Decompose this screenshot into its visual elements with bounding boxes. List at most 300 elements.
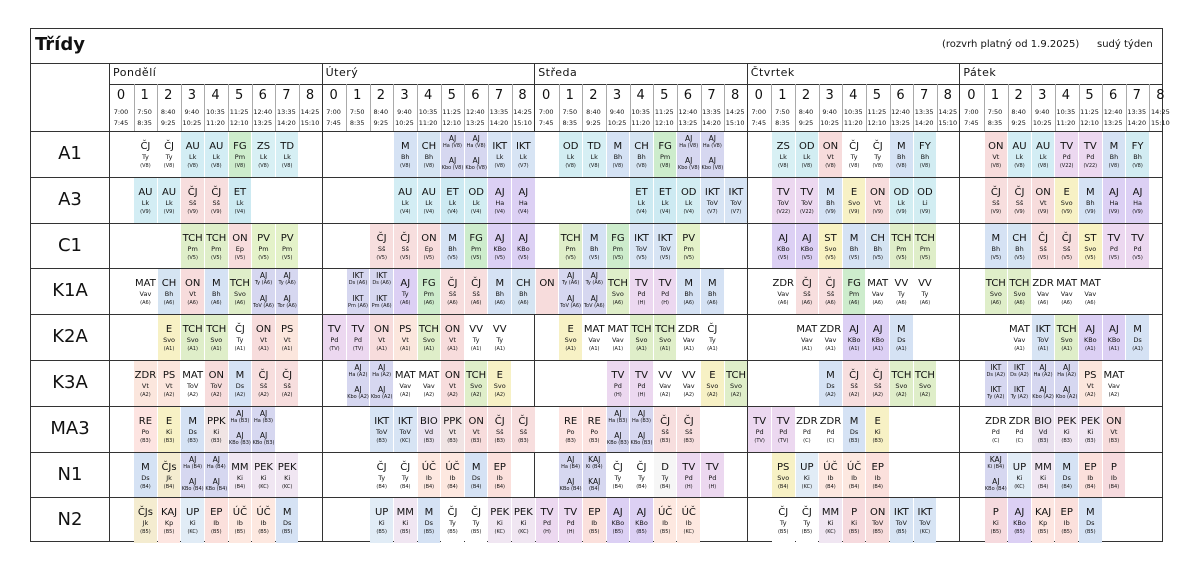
lesson-cell[interactable] [1079, 407, 1102, 452]
lesson-cell[interactable] [158, 361, 181, 406]
lesson-cell[interactable] [465, 315, 488, 360]
lesson-group[interactable] [677, 154, 700, 176]
lesson-cell[interactable] [1079, 178, 1102, 223]
lesson-cell[interactable] [229, 315, 252, 360]
lesson-cell[interactable] [1103, 224, 1126, 269]
lesson-group[interactable] [252, 429, 275, 451]
lesson-cell[interactable] [134, 407, 157, 452]
lesson-cell[interactable] [677, 498, 700, 543]
lesson-cell[interactable] [441, 178, 464, 223]
lesson-group[interactable] [252, 292, 275, 314]
lesson-cell[interactable] [1103, 361, 1126, 406]
lesson-cell[interactable] [205, 269, 228, 314]
lesson-cell[interactable] [985, 407, 1008, 452]
lesson-cell[interactable] [158, 269, 181, 314]
lesson-group[interactable] [630, 407, 653, 429]
lesson-cell[interactable] [418, 224, 441, 269]
lesson-cell[interactable] [559, 224, 582, 269]
lesson-cell[interactable] [418, 361, 441, 406]
lesson-cell[interactable] [819, 132, 842, 177]
lesson-cell[interactable] [914, 132, 937, 177]
lesson-cell[interactable] [418, 269, 441, 314]
lesson-cell[interactable] [488, 178, 511, 223]
lesson-group[interactable] [1008, 361, 1031, 383]
lesson-group[interactable] [559, 453, 582, 475]
lesson-cell[interactable] [677, 224, 700, 269]
lesson-cell[interactable] [158, 407, 181, 452]
lesson-group[interactable] [252, 407, 275, 429]
lesson-cell[interactable] [914, 361, 937, 406]
lesson-cell[interactable] [630, 498, 653, 543]
lesson-cell[interactable] [347, 269, 370, 314]
lesson-cell[interactable] [1008, 315, 1031, 360]
lesson-cell[interactable] [370, 361, 393, 406]
lesson-cell[interactable] [134, 361, 157, 406]
lesson-cell[interactable] [866, 498, 889, 543]
lesson-cell[interactable] [488, 269, 511, 314]
lesson-cell[interactable] [843, 178, 866, 223]
lesson-cell[interactable] [205, 315, 228, 360]
lesson-cell[interactable] [985, 132, 1008, 177]
lesson-cell[interactable] [465, 269, 488, 314]
lesson-cell[interactable] [1008, 453, 1031, 498]
lesson-cell[interactable] [181, 315, 204, 360]
lesson-cell[interactable] [866, 132, 889, 177]
lesson-cell[interactable] [1032, 269, 1055, 314]
lesson-cell[interactable] [819, 407, 842, 452]
lesson-cell[interactable] [276, 132, 299, 177]
lesson-group[interactable] [347, 361, 370, 383]
lesson-cell[interactable] [205, 178, 228, 223]
lesson-cell[interactable] [701, 315, 724, 360]
lesson-group[interactable] [347, 292, 370, 314]
lesson-cell[interactable] [607, 315, 630, 360]
lesson-cell[interactable] [252, 361, 275, 406]
lesson-cell[interactable] [205, 132, 228, 177]
lesson-cell[interactable] [583, 224, 606, 269]
lesson-cell[interactable] [725, 178, 748, 223]
lesson-cell[interactable] [819, 178, 842, 223]
lesson-cell[interactable] [1008, 498, 1031, 543]
lesson-cell[interactable] [772, 453, 795, 498]
lesson-cell[interactable] [583, 269, 606, 314]
lesson-cell[interactable] [654, 269, 677, 314]
lesson-group[interactable] [985, 361, 1008, 383]
lesson-cell[interactable] [985, 361, 1008, 406]
lesson-cell[interactable] [488, 498, 511, 543]
lesson-cell[interactable] [607, 407, 630, 452]
lesson-cell[interactable] [819, 269, 842, 314]
lesson-cell[interactable] [559, 269, 582, 314]
lesson-cell[interactable] [418, 407, 441, 452]
lesson-cell[interactable] [229, 361, 252, 406]
lesson-group[interactable] [205, 453, 228, 475]
lesson-cell[interactable] [1103, 453, 1126, 498]
lesson-cell[interactable] [465, 498, 488, 543]
lesson-cell[interactable] [158, 453, 181, 498]
lesson-cell[interactable] [607, 453, 630, 498]
lesson-cell[interactable] [985, 224, 1008, 269]
lesson-cell[interactable] [158, 498, 181, 543]
lesson-cell[interactable] [866, 453, 889, 498]
lesson-cell[interactable] [441, 498, 464, 543]
lesson-cell[interactable] [441, 361, 464, 406]
lesson-cell[interactable] [252, 498, 275, 543]
lesson-group[interactable] [1055, 383, 1078, 405]
lesson-cell[interactable] [488, 315, 511, 360]
lesson-cell[interactable] [914, 498, 937, 543]
lesson-cell[interactable] [890, 361, 913, 406]
lesson-cell[interactable] [985, 178, 1008, 223]
lesson-cell[interactable] [607, 269, 630, 314]
lesson-cell[interactable] [630, 407, 653, 452]
lesson-group[interactable] [465, 132, 488, 154]
lesson-group[interactable] [370, 269, 393, 291]
lesson-cell[interactable] [1008, 407, 1031, 452]
lesson-cell[interactable] [677, 178, 700, 223]
lesson-cell[interactable] [1032, 407, 1055, 452]
lesson-cell[interactable] [819, 224, 842, 269]
lesson-cell[interactable] [607, 132, 630, 177]
lesson-cell[interactable] [1079, 453, 1102, 498]
lesson-cell[interactable] [134, 498, 157, 543]
lesson-group[interactable] [607, 429, 630, 451]
lesson-cell[interactable] [843, 407, 866, 452]
lesson-cell[interactable] [866, 361, 889, 406]
lesson-cell[interactable] [1055, 132, 1078, 177]
lesson-cell[interactable] [1008, 132, 1031, 177]
lesson-group[interactable] [441, 132, 464, 154]
lesson-cell[interactable] [370, 498, 393, 543]
lesson-cell[interactable] [701, 361, 724, 406]
lesson-group[interactable] [1032, 383, 1055, 405]
lesson-cell[interactable] [559, 453, 582, 498]
lesson-cell[interactable] [1079, 498, 1102, 543]
lesson-cell[interactable] [772, 269, 795, 314]
lesson-cell[interactable] [394, 361, 417, 406]
lesson-cell[interactable] [441, 132, 464, 177]
lesson-cell[interactable] [418, 315, 441, 360]
lesson-cell[interactable] [1032, 224, 1055, 269]
lesson-cell[interactable] [1032, 361, 1055, 406]
lesson-cell[interactable] [134, 178, 157, 223]
lesson-cell[interactable] [1055, 407, 1078, 452]
lesson-cell[interactable] [654, 453, 677, 498]
lesson-cell[interactable] [583, 315, 606, 360]
lesson-cell[interactable] [890, 315, 913, 360]
lesson-cell[interactable] [181, 178, 204, 223]
lesson-cell[interactable] [843, 224, 866, 269]
lesson-cell[interactable] [1126, 178, 1149, 223]
lesson-cell[interactable] [796, 315, 819, 360]
lesson-cell[interactable] [1008, 361, 1031, 406]
lesson-cell[interactable] [181, 269, 204, 314]
lesson-cell[interactable] [181, 407, 204, 452]
lesson-cell[interactable] [394, 315, 417, 360]
lesson-group[interactable] [1032, 361, 1055, 383]
lesson-cell[interactable] [630, 453, 653, 498]
lesson-cell[interactable] [512, 269, 535, 314]
lesson-cell[interactable] [536, 498, 559, 543]
lesson-cell[interactable] [229, 178, 252, 223]
lesson-cell[interactable] [985, 269, 1008, 314]
lesson-cell[interactable] [630, 178, 653, 223]
lesson-cell[interactable] [1008, 224, 1031, 269]
lesson-group[interactable] [181, 453, 204, 475]
lesson-cell[interactable] [583, 453, 606, 498]
lesson-cell[interactable] [229, 132, 252, 177]
lesson-cell[interactable] [654, 224, 677, 269]
lesson-cell[interactable] [654, 407, 677, 452]
lesson-cell[interactable] [985, 498, 1008, 543]
lesson-cell[interactable] [347, 361, 370, 406]
lesson-cell[interactable] [866, 407, 889, 452]
lesson-cell[interactable] [701, 132, 724, 177]
lesson-group[interactable] [630, 429, 653, 451]
lesson-group[interactable] [229, 429, 252, 451]
lesson-cell[interactable] [370, 269, 393, 314]
lesson-cell[interactable] [583, 407, 606, 452]
lesson-cell[interactable] [677, 361, 700, 406]
lesson-cell[interactable] [1055, 269, 1078, 314]
lesson-cell[interactable] [252, 132, 275, 177]
lesson-cell[interactable] [512, 407, 535, 452]
lesson-cell[interactable] [488, 361, 511, 406]
lesson-cell[interactable] [819, 498, 842, 543]
lesson-cell[interactable] [229, 269, 252, 314]
lesson-cell[interactable] [701, 269, 724, 314]
lesson-group[interactable] [205, 475, 228, 497]
lesson-cell[interactable] [630, 315, 653, 360]
lesson-cell[interactable] [1008, 178, 1031, 223]
lesson-cell[interactable] [252, 315, 275, 360]
lesson-cell[interactable] [583, 132, 606, 177]
lesson-cell[interactable] [866, 269, 889, 314]
lesson-cell[interactable] [465, 224, 488, 269]
lesson-cell[interactable] [866, 224, 889, 269]
lesson-group[interactable] [559, 292, 582, 314]
lesson-cell[interactable] [890, 498, 913, 543]
lesson-cell[interactable] [205, 224, 228, 269]
lesson-cell[interactable] [488, 224, 511, 269]
lesson-cell[interactable] [890, 178, 913, 223]
lesson-cell[interactable] [276, 453, 299, 498]
lesson-cell[interactable] [418, 132, 441, 177]
lesson-group[interactable] [370, 383, 393, 405]
lesson-cell[interactable] [819, 361, 842, 406]
lesson-group[interactable] [276, 292, 299, 314]
lesson-cell[interactable] [1103, 407, 1126, 452]
lesson-group[interactable] [677, 132, 700, 154]
lesson-cell[interactable] [772, 132, 795, 177]
lesson-cell[interactable] [181, 361, 204, 406]
lesson-cell[interactable] [559, 315, 582, 360]
lesson-cell[interactable] [630, 269, 653, 314]
lesson-cell[interactable] [1032, 315, 1055, 360]
lesson-cell[interactable] [229, 407, 252, 452]
lesson-cell[interactable] [1103, 315, 1126, 360]
lesson-cell[interactable] [394, 453, 417, 498]
lesson-cell[interactable] [914, 269, 937, 314]
lesson-cell[interactable] [276, 498, 299, 543]
lesson-cell[interactable] [843, 498, 866, 543]
lesson-cell[interactable] [158, 132, 181, 177]
lesson-cell[interactable] [441, 224, 464, 269]
lesson-cell[interactable] [1032, 453, 1055, 498]
lesson-cell[interactable] [205, 453, 228, 498]
lesson-cell[interactable] [1055, 361, 1078, 406]
lesson-cell[interactable] [654, 132, 677, 177]
lesson-group[interactable] [985, 475, 1008, 497]
lesson-cell[interactable] [654, 178, 677, 223]
lesson-cell[interactable] [276, 269, 299, 314]
lesson-cell[interactable] [819, 315, 842, 360]
lesson-cell[interactable] [725, 361, 748, 406]
lesson-cell[interactable] [158, 178, 181, 223]
lesson-cell[interactable] [772, 498, 795, 543]
lesson-cell[interactable] [205, 407, 228, 452]
lesson-cell[interactable] [1055, 178, 1078, 223]
lesson-cell[interactable] [772, 407, 795, 452]
lesson-cell[interactable] [1079, 132, 1102, 177]
lesson-cell[interactable] [488, 453, 511, 498]
lesson-cell[interactable] [252, 453, 275, 498]
lesson-cell[interactable] [418, 178, 441, 223]
lesson-group[interactable] [252, 269, 275, 291]
lesson-cell[interactable] [677, 269, 700, 314]
lesson-cell[interactable] [370, 453, 393, 498]
lesson-cell[interactable] [630, 224, 653, 269]
lesson-cell[interactable] [134, 453, 157, 498]
lesson-cell[interactable] [677, 315, 700, 360]
lesson-cell[interactable] [205, 361, 228, 406]
lesson-cell[interactable] [418, 498, 441, 543]
lesson-cell[interactable] [181, 453, 204, 498]
lesson-cell[interactable] [607, 361, 630, 406]
lesson-cell[interactable] [796, 498, 819, 543]
lesson-cell[interactable] [1079, 269, 1102, 314]
lesson-cell[interactable] [677, 132, 700, 177]
lesson-cell[interactable] [890, 132, 913, 177]
lesson-cell[interactable] [276, 361, 299, 406]
lesson-cell[interactable] [512, 132, 535, 177]
lesson-cell[interactable] [796, 269, 819, 314]
lesson-cell[interactable] [1032, 498, 1055, 543]
lesson-cell[interactable] [512, 224, 535, 269]
lesson-cell[interactable] [370, 315, 393, 360]
lesson-cell[interactable] [441, 315, 464, 360]
lesson-cell[interactable] [866, 315, 889, 360]
lesson-cell[interactable] [488, 132, 511, 177]
lesson-cell[interactable] [394, 498, 417, 543]
lesson-cell[interactable] [465, 178, 488, 223]
lesson-cell[interactable] [229, 224, 252, 269]
lesson-group[interactable] [181, 475, 204, 497]
lesson-cell[interactable] [748, 407, 771, 452]
lesson-group[interactable] [583, 475, 606, 497]
lesson-cell[interactable] [890, 269, 913, 314]
lesson-cell[interactable] [819, 453, 842, 498]
lesson-group[interactable] [583, 453, 606, 475]
lesson-cell[interactable] [630, 132, 653, 177]
lesson-group[interactable] [370, 292, 393, 314]
lesson-cell[interactable] [677, 453, 700, 498]
lesson-cell[interactable] [890, 224, 913, 269]
lesson-cell[interactable] [1055, 498, 1078, 543]
lesson-group[interactable] [370, 361, 393, 383]
lesson-cell[interactable] [441, 269, 464, 314]
lesson-group[interactable] [1008, 383, 1031, 405]
lesson-cell[interactable] [796, 178, 819, 223]
lesson-cell[interactable] [418, 453, 441, 498]
lesson-cell[interactable] [252, 269, 275, 314]
lesson-cell[interactable] [796, 453, 819, 498]
lesson-cell[interactable] [654, 361, 677, 406]
lesson-cell[interactable] [394, 178, 417, 223]
lesson-group[interactable] [583, 269, 606, 291]
lesson-cell[interactable] [465, 132, 488, 177]
lesson-cell[interactable] [559, 498, 582, 543]
lesson-cell[interactable] [843, 269, 866, 314]
lesson-cell[interactable] [252, 407, 275, 452]
lesson-cell[interactable] [701, 453, 724, 498]
lesson-group[interactable] [985, 453, 1008, 475]
lesson-cell[interactable] [276, 315, 299, 360]
lesson-group[interactable] [229, 407, 252, 429]
lesson-cell[interactable] [914, 224, 937, 269]
lesson-cell[interactable] [866, 178, 889, 223]
lesson-cell[interactable] [394, 407, 417, 452]
lesson-cell[interactable] [1079, 361, 1102, 406]
lesson-group[interactable] [583, 292, 606, 314]
lesson-cell[interactable] [205, 498, 228, 543]
lesson-group[interactable] [607, 407, 630, 429]
lesson-cell[interactable] [276, 224, 299, 269]
lesson-cell[interactable] [1055, 453, 1078, 498]
lesson-cell[interactable] [677, 407, 700, 452]
lesson-cell[interactable] [796, 224, 819, 269]
lesson-cell[interactable] [843, 315, 866, 360]
lesson-cell[interactable] [1126, 224, 1149, 269]
lesson-cell[interactable] [843, 361, 866, 406]
lesson-cell[interactable] [701, 178, 724, 223]
lesson-cell[interactable] [252, 224, 275, 269]
lesson-cell[interactable] [465, 407, 488, 452]
lesson-cell[interactable] [630, 361, 653, 406]
lesson-cell[interactable] [1008, 269, 1031, 314]
lesson-cell[interactable] [370, 224, 393, 269]
lesson-cell[interactable] [394, 269, 417, 314]
lesson-cell[interactable] [1079, 315, 1102, 360]
lesson-cell[interactable] [181, 132, 204, 177]
lesson-cell[interactable] [1032, 132, 1055, 177]
lesson-cell[interactable] [607, 224, 630, 269]
lesson-cell[interactable] [914, 178, 937, 223]
lesson-cell[interactable] [229, 498, 252, 543]
lesson-cell[interactable] [1103, 178, 1126, 223]
lesson-cell[interactable] [512, 178, 535, 223]
lesson-cell[interactable] [654, 315, 677, 360]
lesson-cell[interactable] [1032, 178, 1055, 223]
lesson-group[interactable] [465, 154, 488, 176]
lesson-cell[interactable] [843, 453, 866, 498]
lesson-cell[interactable] [559, 407, 582, 452]
lesson-cell[interactable] [796, 407, 819, 452]
lesson-group[interactable] [701, 132, 724, 154]
lesson-cell[interactable] [394, 224, 417, 269]
lesson-cell[interactable] [370, 407, 393, 452]
lesson-cell[interactable] [323, 315, 346, 360]
